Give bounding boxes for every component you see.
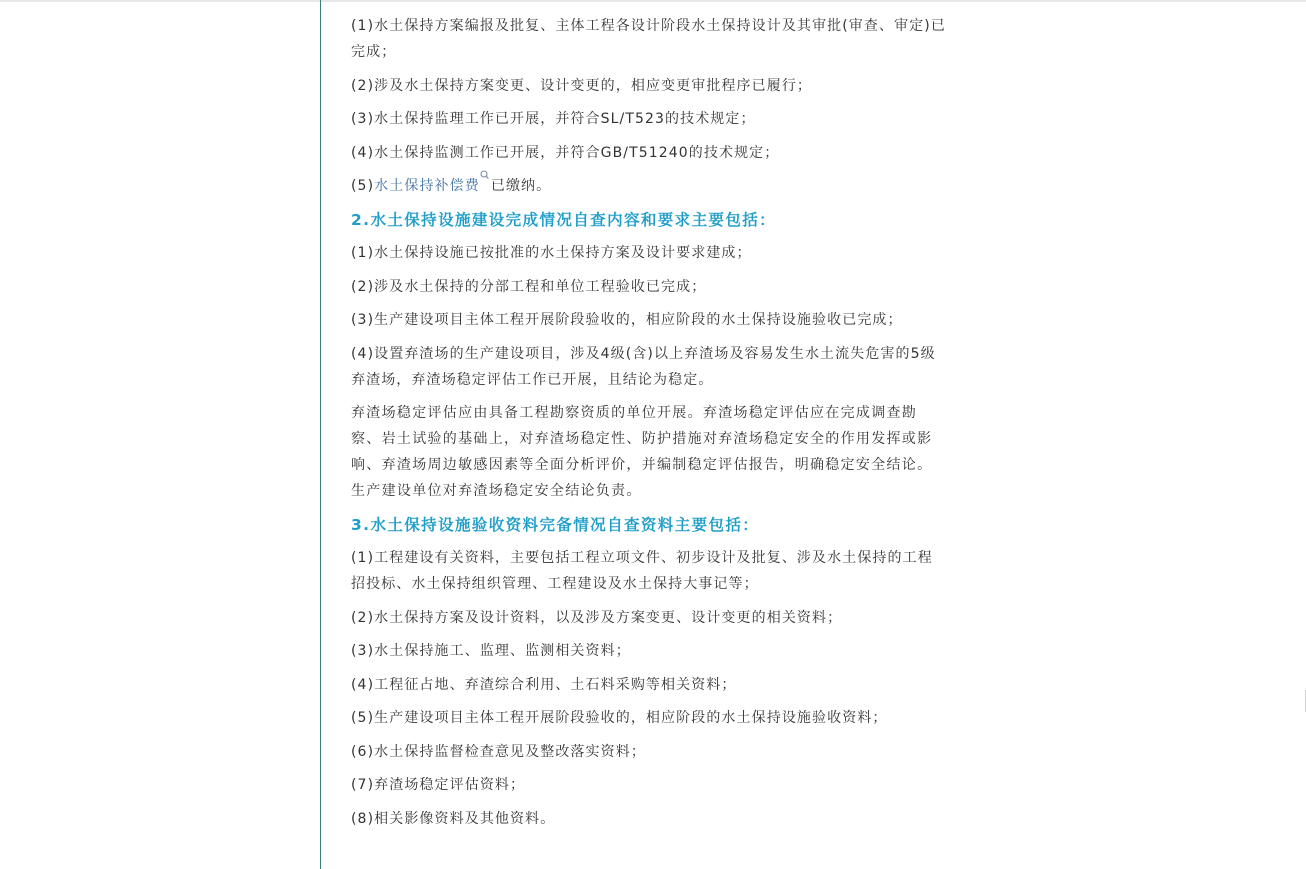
section3-heading: 3.水土保持设施验收资料完备情况自查资料主要包括： (351, 515, 760, 534)
article-content (351, 13, 947, 839)
section3-item-8: (8)相关影像资料及其他资料。 (351, 810, 556, 827)
section3-item-3: (3)水土保持施工、监理、监测相关资料； (351, 643, 631, 659)
section2-item-4: (4)设置弃渣场的生产建设项目，涉及4级(含)以上弃渣场及容易发生水土流失危害的5级弃渣场，弃渣场稳定评估工作已开展，且结论为稳定。 (351, 345, 936, 388)
section3-item-1: (1)工程建设有关资料，主要包括工程立项文件、初步设计及批复、涉及水土保持的工程招投标、水土保持组织管理、工程建设及水土保持大事记等； (351, 550, 933, 592)
section1-item-4: (4)水土保持监测工作已开展，并符合GB/T51240的技术规定； (351, 144, 780, 161)
section1-item-3: (3)水土保持监理工作已开展，并符合SL/T523的技术规定； (351, 111, 756, 127)
section2-item-2: (2)涉及水土保持的分部工程和单位工程验收已完成； (351, 278, 707, 295)
section2-item-1: (1)水土保持设施已按批准的水土保持方案及设计要求建成； (351, 245, 752, 261)
compensation-fee-link[interactable]: 水土保持补偿费 (374, 178, 480, 194)
item-5-prefix: (5) (351, 178, 375, 194)
section1-item-1: (1)水土保持方案编报及批复、主体工程各设计阶段水土保持设计及其审批(审查、审定)已完成； (351, 18, 946, 60)
item-5-suffix: 已缴纳。 (490, 178, 552, 194)
section3-item-5: (5)生产建设项目主体工程开展阶段验收的，相应阶段的水土保持设施验收资料； (351, 710, 888, 726)
search-icon[interactable] (480, 165, 489, 177)
section2-note: 弃渣场稳定评估应由具备工程勘察资质的单位开展。弃渣场稳定评估应在完成调查勘察、岩土试验的基础上，对弃渣场稳定性、防护措施对弃渣场稳定安全的作用发挥或影响、弃渣场周边敏感因素等全面分析评价，并编制稳定评估报告，明确稳定安全结论。生产建设单位对弃渣场稳定安全结论负责。 (351, 405, 933, 499)
section1-item-2: (2)涉及水土保持方案变更、设计变更的，相应变更审批程序已履行； (351, 77, 813, 94)
section1-item-5 (351, 173, 947, 199)
section2-item-3: (3)生产建设项目主体工程开展阶段验收的，相应阶段的水土保持设施验收已完成； (351, 312, 903, 328)
article-panel (320, 0, 950, 869)
section3-item-4: (4)工程征占地、弃渣综合利用、土石料采购等相关资料； (351, 676, 737, 693)
section2-heading: 2.水土保持设施建设完成情况自查内容和要求主要包括： (351, 210, 777, 229)
section3-item-2: (2)水土保持方案及设计资料，以及涉及方案变更、设计变更的相关资料； (351, 609, 843, 626)
section3-item-6: (6)水土保持监督检查意见及整改落实资料； (351, 743, 646, 760)
section3-item-7: (7)弃渣场稳定评估资料； (351, 777, 526, 793)
